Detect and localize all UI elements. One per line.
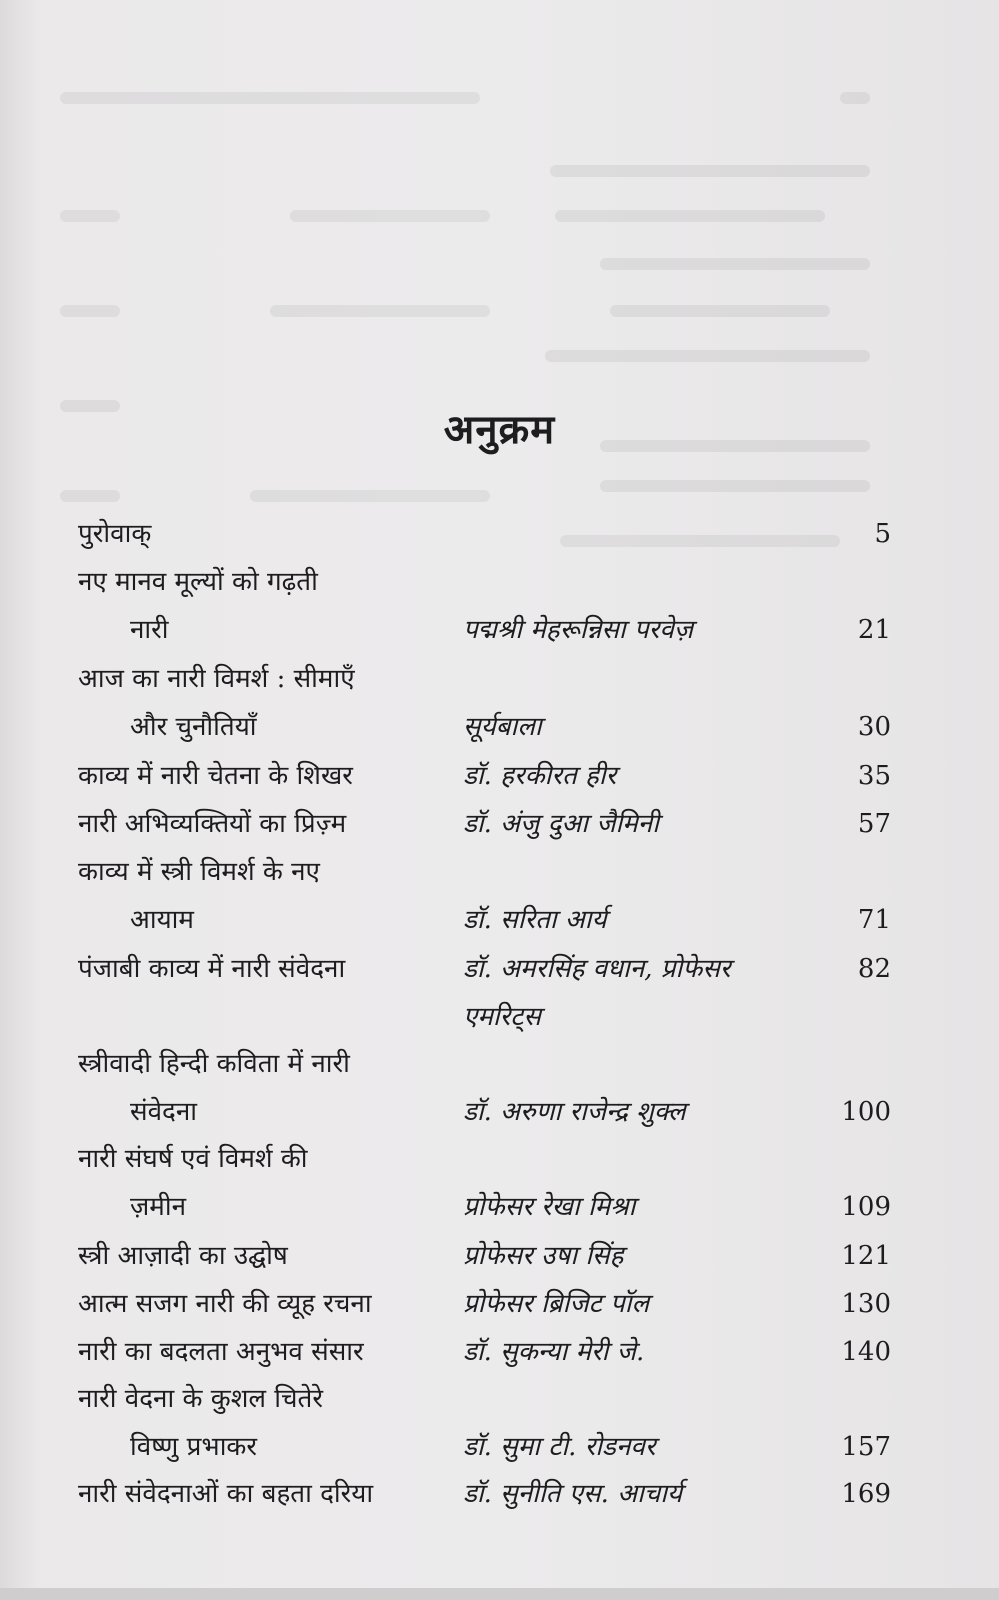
toc-line [0, 1088, 999, 1136]
entry-author: डॉ. अमरसिंह वधान, प्रोफेसर [463, 954, 731, 984]
entry-title: नारी [130, 615, 169, 645]
entry-title: काव्य में नारी चेतना के शिखर [78, 761, 353, 791]
entry-title: नारी का बदलता अनुभव संसार [78, 1337, 364, 1367]
entry-page-number: 121 [841, 1241, 891, 1271]
entry-author: सूर्यबाला [463, 712, 542, 742]
entry-title: नारी संवेदनाओं का बहता दरिया [78, 1479, 374, 1509]
toc-line [0, 896, 999, 944]
toc-line [0, 1423, 999, 1471]
entry-title: संवेदना [130, 1097, 198, 1127]
entry-page-number: 169 [841, 1479, 891, 1509]
toc-line [0, 1328, 999, 1376]
toc-line [0, 752, 999, 800]
toc-line [0, 1375, 999, 1423]
toc-line [0, 848, 999, 896]
entry-page-number: 82 [857, 954, 891, 984]
entry-title: पंजाबी काव्य में नारी संवेदना [78, 954, 346, 984]
entry-author: प्रोफेसर उषा सिंह [463, 1241, 624, 1271]
entry-author: प्रोफेसर ब्रिजिट पॉल [463, 1289, 650, 1319]
entry-author: डॉ. सुनीति एस. आचार्य [463, 1479, 683, 1509]
entry-title: पुरोवाक् [78, 519, 152, 549]
entry-author: प्रोफेसर रेखा मिश्रा [463, 1192, 636, 1222]
entry-title: आयाम [130, 905, 194, 935]
entry-title: ज़मीन [130, 1192, 187, 1222]
contents-heading: अनुक्रम [443, 406, 556, 453]
entry-author: डॉ. सरिता आर्य [463, 905, 607, 935]
entry-page-number: 21 [857, 615, 891, 645]
entry-title: नारी अभिव्यक्तियों का प्रिज़्म [78, 809, 347, 839]
entry-page-number: 140 [841, 1337, 891, 1367]
entry-page-number: 57 [857, 809, 891, 839]
toc-line [0, 510, 999, 558]
entry-title: आज का नारी विमर्श : सीमाएँ [78, 664, 355, 694]
toc-line [0, 606, 999, 654]
toc-line [0, 993, 999, 1041]
toc-line [0, 1232, 999, 1280]
toc-line [0, 1040, 999, 1088]
entry-author: डॉ. हरकीरत हीर [463, 761, 617, 791]
entry-author: एमरिट्स [463, 1002, 541, 1032]
entry-title: और चुनौतियाँ [130, 712, 257, 742]
entry-title: नारी वेदना के कुशल चितेरे [78, 1384, 323, 1414]
entry-page-number: 157 [841, 1432, 891, 1462]
entry-title: काव्य में स्त्री विमर्श के नए [78, 857, 320, 887]
toc-line [0, 1183, 999, 1231]
entry-author: डॉ. सुमा टी. रोडनवर [463, 1432, 656, 1462]
toc-line [0, 1280, 999, 1328]
entry-page-number: 30 [857, 712, 891, 742]
toc-line [0, 800, 999, 848]
entry-page-number: 130 [841, 1289, 891, 1319]
entry-page-number: 5 [874, 519, 891, 549]
entry-author: पद्मश्री मेहरून्निसा परवेज़ [463, 615, 694, 645]
toc-line [0, 1135, 999, 1183]
page-edge [0, 1588, 999, 1600]
entry-page-number: 71 [857, 905, 891, 935]
toc-line [0, 655, 999, 703]
entry-title: आत्म सजग नारी की व्यूह रचना [78, 1289, 372, 1319]
toc-line [0, 945, 999, 993]
entry-page-number: 100 [841, 1097, 891, 1127]
entry-page-number: 35 [857, 761, 891, 791]
toc-line [0, 1470, 999, 1518]
entry-author: डॉ. अंजु दुआ जैमिनी [463, 809, 659, 839]
entry-title: स्त्री आज़ादी का उद्घोष [78, 1241, 288, 1271]
entry-title: नए मानव मूल्यों को गढ़ती [78, 567, 318, 597]
entry-title: नारी संघर्ष एवं विमर्श की [78, 1144, 308, 1174]
entry-author: डॉ. अरुणा राजेन्द्र शुक्ल [463, 1097, 686, 1127]
toc-line [0, 703, 999, 751]
entry-page-number: 109 [841, 1192, 891, 1222]
entry-title: विष्णु प्रभाकर [130, 1432, 258, 1462]
entry-title: स्त्रीवादी हिन्दी कविता में नारी [78, 1049, 350, 1079]
entry-author: डॉ. सुकन्या मेरी जे. [463, 1337, 645, 1367]
toc-line [0, 558, 999, 606]
